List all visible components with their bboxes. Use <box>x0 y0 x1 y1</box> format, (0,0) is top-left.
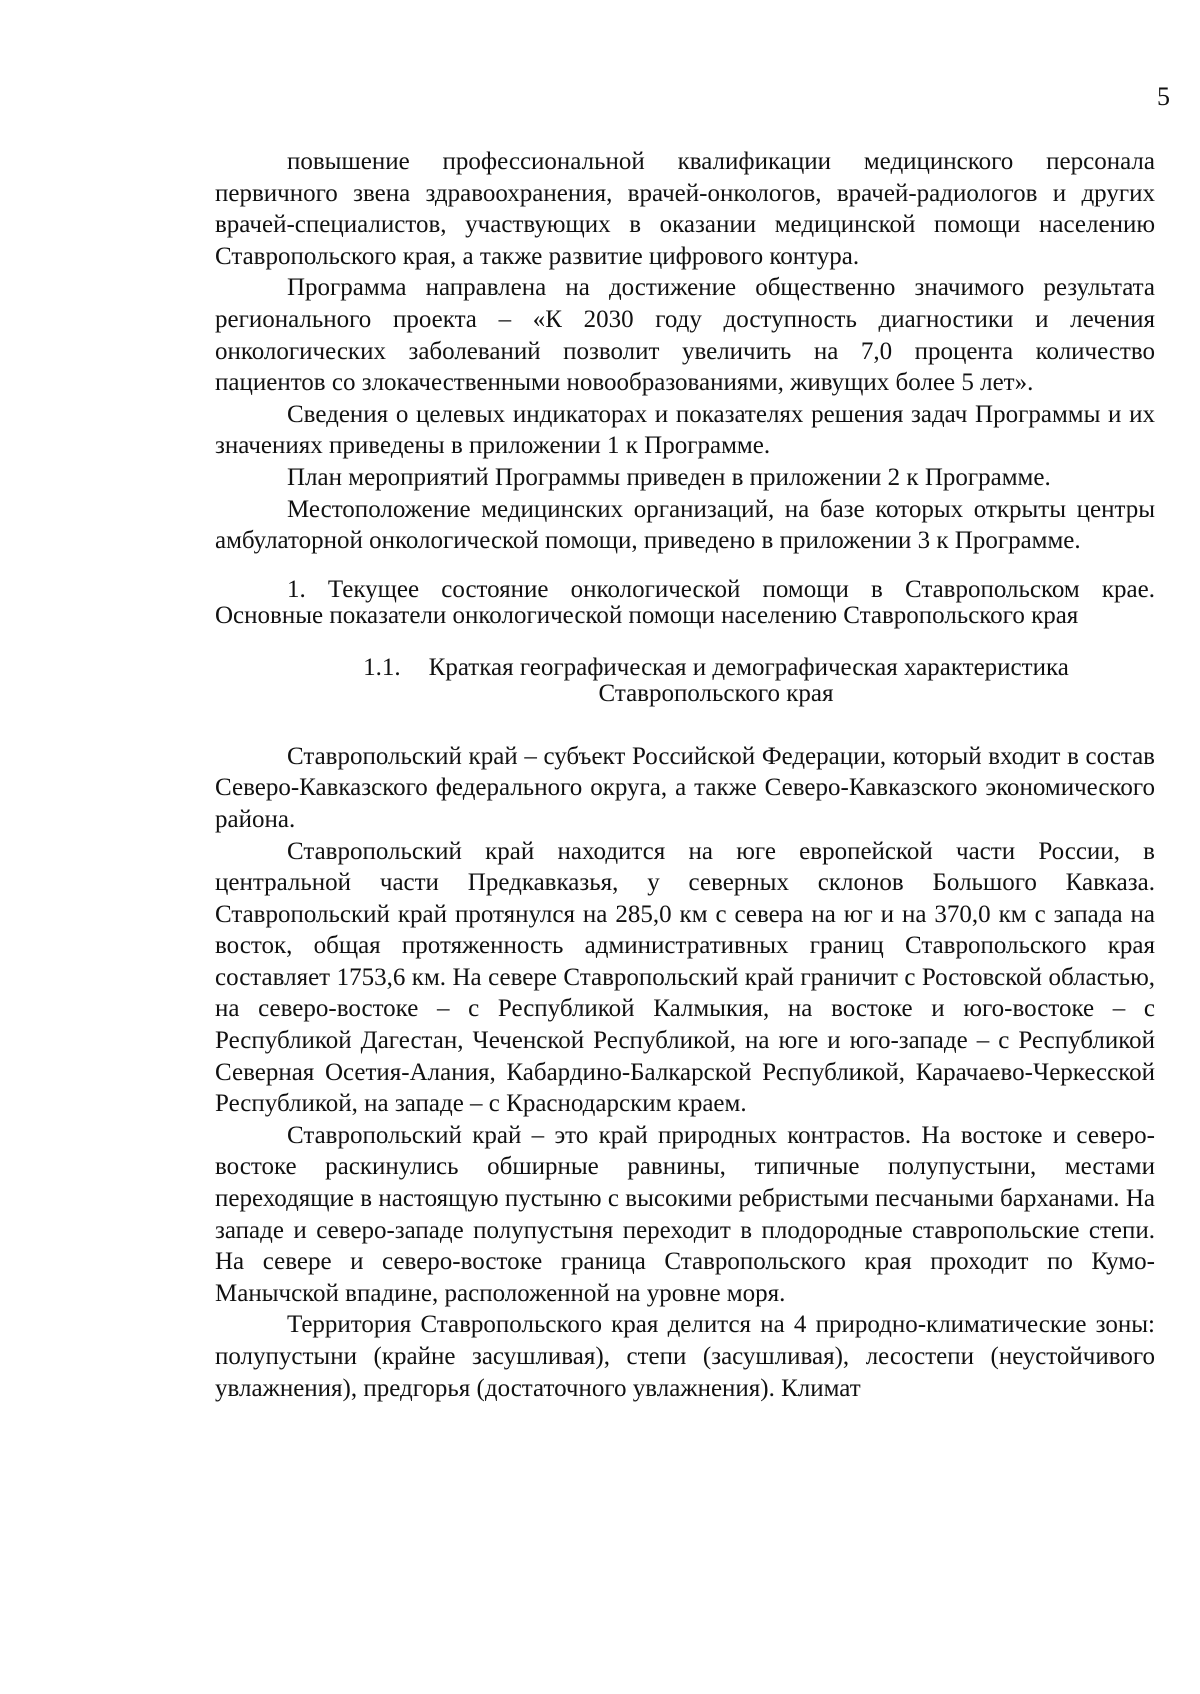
section-heading-1-1-line1 <box>277 655 1155 681</box>
paragraph-climate-zones: Территория Ставропольского края делится на 4 природно-климатические зоны: полупустыни (крайне засушливая), степи (засушливая), лесостепи (неустойчивого увлажнения), предгорья (достаточного увлажнения). Климат <box>215 1311 1155 1402</box>
spacer <box>215 557 1155 577</box>
paragraph-nature: Ставропольский край – это край природных контрастов. На востоке и северо-востоке раскинулись обширные равнины, типичные полупустыни, местами переходящие в настоящую пустыню с высокими ребристыми песчаными барханами. На западе и северо-западе полупустыня переходит в плодородные ставропольские степи. На севере и северо-востоке граница Ставропольского края проходит по Кумо-Манычской впадине, расположенной на уровне моря. <box>215 1121 1155 1307</box>
page-number: 5 <box>1157 82 1170 111</box>
paragraph-continued: повышение профессиональной квалификации медицинского персонала первичного звена здравоохранения, врачей-онкологов, врачей-радиологов и других врачей-специалистов, участвующих в оказании медицинской помощи населению Ставропольского края, а также развитие цифрового контура. <box>215 148 1155 270</box>
paragraph-action-plan: План мероприятий Программы приведен в приложении 2 к Программе. <box>287 463 1051 491</box>
spacer <box>215 629 1155 655</box>
section-number: 1.1. <box>363 653 401 681</box>
paragraph-federal-subject: Ставропольский край – субъект Российской Федерации, который входит в состав Северо-Кавказского федерального округа, а также Северо-Кавказского экономического района. <box>215 742 1155 833</box>
paragraph-locations: Местоположение медицинских организаций, на базе которых открыты центры амбулаторной онкологической помощи, приведено в приложении 3 к Программе. <box>215 495 1155 555</box>
document-body <box>215 146 1155 1404</box>
section-heading-1-1 <box>215 655 1155 707</box>
paragraph-indicators: Сведения о целевых индикаторах и показателях решения задач Программы и их значениях приведены в приложении 1 к Программе. <box>215 400 1155 460</box>
section-heading-1: 1. Текущее состояние онкологической помощи в Ставропольском крае. Основные показатели онкологической помощи населению Ставропольского края <box>215 575 1155 629</box>
section-title-line2: Ставропольского края <box>598 679 834 707</box>
paragraph-program-goal: Программа направлена на достижение общественно значимого результата регионального проекта – «К 2030 году доступность диагностики и лечения онкологических заболеваний позволит увеличить на 7,0 процента количество пациентов со злокачественными новообразованиями, живущих более 5 лет». <box>215 274 1155 397</box>
paragraph-geography: Ставропольский край находится на юге европейской части России, в центральной части Предкавказья, у северных склонов Большого Кавказа. Ставропольский край протянулся на 285,0 км с севера на юг и на 370,0 км с запада на восток, общая протяженность административных границ Ставропольского края составляет 1753,6 км. На севере Ставропольский край граничит с Ростовской областью, на северо-востоке – с Республикой Калмыкия, на востоке и юго-востоке – с Республикой Дагестан, Чеченской Республикой, на юге и юго-западе – с Республикой Северная Осетия-Алания, Кабардино-Балкарской Республикой, Карачаево-Черкесской Республикой, на западе – с Краснодарским краем. <box>215 837 1155 1118</box>
section-title-line1: Краткая географическая и демографическая характеристика <box>428 653 1069 681</box>
spacer <box>215 707 1155 741</box>
